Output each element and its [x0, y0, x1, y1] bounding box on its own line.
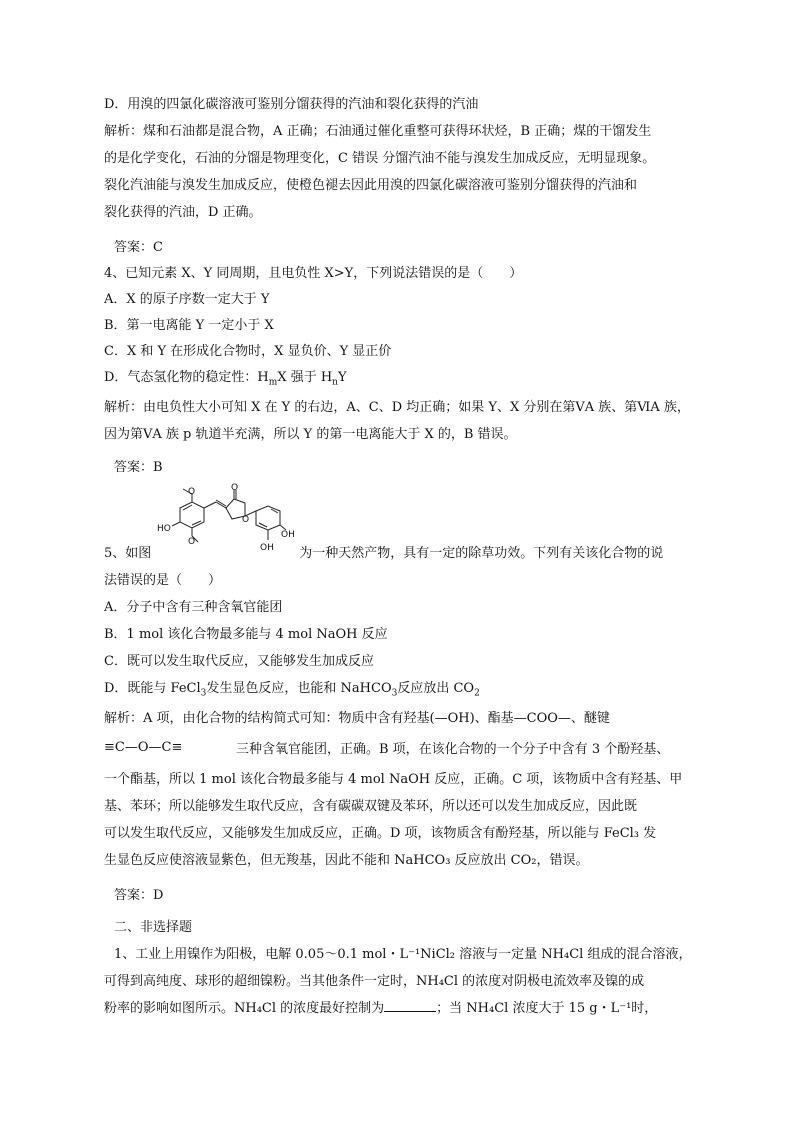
q5-explanation-line: 解析：A 项，由化合物的结构简式可知：物质中含有羟基(—OH)、酯基—COO—、醚键: [104, 711, 610, 726]
molecule-label: O: [242, 515, 250, 525]
nonchoice-q1-line: 1、工业上用镍作为阳极，电解 0.05～0.1 mol・L⁻¹NiCl₂ 溶液与一定量 NH₄Cl 组成的混合溶液，: [114, 947, 692, 962]
molecule-label: O: [188, 487, 196, 497]
q5-explanation-line: 一个酯基，所以 1 mol 该化合物最多能与 4 mol NaOH 反应，正确。C 项，该物质中含有羟基、甲: [104, 772, 683, 787]
answer-blank[interactable]: [384, 999, 436, 1012]
q4-option-a: A．X 的原子序数一定大于 Y: [104, 292, 270, 307]
q4-explanation-line: 因为第ⅤA 族 p 轨道半充满，所以 Y 的第一电离能大于 X 的，B 错误。: [104, 427, 517, 442]
q4-answer: 答案：B: [114, 460, 163, 475]
section-heading: 二、非选择题: [114, 920, 193, 935]
q3-answer: 答案：C: [114, 240, 163, 255]
molecule-label: OH: [281, 530, 295, 540]
q5-stem: 法错误的是（ ）: [104, 573, 222, 588]
nonchoice-q1-line: 粉率的影响如图所示。NH₄Cl 的浓度最好控制为 ；当 NH₄Cl 浓度大于 15 g・L⁻¹时，: [104, 1001, 658, 1016]
q3-explanation-line: 解析：煤和石油都是混合物，A 正确；石油通过催化重整可获得环状烃，B 正确；煤的干馏发生: [104, 124, 652, 139]
q3-explanation-line: 的是化学变化，石油的分馏是物理变化，C 错误 分馏汽油不能与溴发生加成反应，无明显现象。: [104, 151, 656, 166]
q4-option-d: D．气态氢化物的稳定性：$H_mX$ 强于 $H_nY$: [104, 370, 347, 388]
q5-answer: 答案：D: [114, 888, 164, 903]
q5-ether-bond: ≡C—O—C≡: [104, 740, 183, 755]
q4-explanation-line: 解析：由电负性大小可知 X 在 Y 的右边，A、C、D 均正确；如果 Y、X 分别在第ⅤA 族、第ⅥA 族，: [104, 400, 690, 415]
q5-option-b: B．1 mol 该化合物最多能与 4 mol NaOH 反应: [104, 627, 388, 642]
q4-option-c: C．X 和 Y 在形成化合物时，X 显负价、Y 显正价: [104, 344, 392, 359]
q5-option-a: A．分子中含有三种含氧官能团: [104, 600, 283, 615]
q5-explanation-line: 基、苯环；所以能够发生取代反应，含有碳碳双键及苯环，所以还可以发生加成反应，因此既: [104, 799, 638, 814]
q3-option-d: D．用溴的四氯化碳溶液可鉴别分馏获得的汽油和裂化获得的汽油: [104, 97, 479, 112]
q5-explanation-line: 生显色反应使溶液显紫色，但无羧基，因此不能和 NaHCO₃ 反应放出 CO₂，错误。: [104, 853, 589, 868]
q5-option-d: D．既能与 FeCl$_3$发生显色反应，也能和 NaHCO$_3$反应放出 $CO_2$: [104, 681, 480, 699]
molecule-label: O: [188, 537, 196, 547]
q5-option-c: C．既可以发生取代反应，又能够发生加成反应: [104, 654, 374, 669]
q4-option-b: B．第一电离能 Y 一定小于 X: [104, 318, 274, 333]
molecule-label: HO: [157, 524, 171, 534]
q3-explanation-line: 裂化汽油能与溴发生加成反应，使橙色褪去因此用溴的四氯化碳溶液可鉴别分馏获得的汽油和: [104, 178, 638, 193]
molecule-label: OH: [260, 543, 274, 553]
molecule-label: O: [231, 483, 239, 493]
q4-stem: 4、已知元素 X、Y 同周期，且电负性 X>Y，下列说法错误的是（ ）: [104, 266, 523, 281]
nonchoice-q1-line: 可得到高纯度、球形的超细镍粉。当其他条件一定时，NH₄Cl 的浓度对阴极电流效率及镍的成: [104, 974, 645, 989]
q5-explanation-line: 三种含氧官能团，正确。B 项，在该化合物的一个分子中含有 3 个酚羟基、: [236, 742, 670, 757]
q3-explanation-line: 裂化获得的汽油，D 正确。: [104, 205, 262, 220]
q5-explanation-line: 可以发生取代反应，又能够发生加成反应，正确。D 项，该物质含有酚羟基，所以能与 FeCl₃ 发: [104, 826, 657, 841]
q5-stem: 5、如图 为一种天然产物，具有一定的除草功效。下列有关该化合物的说: [104, 546, 664, 561]
